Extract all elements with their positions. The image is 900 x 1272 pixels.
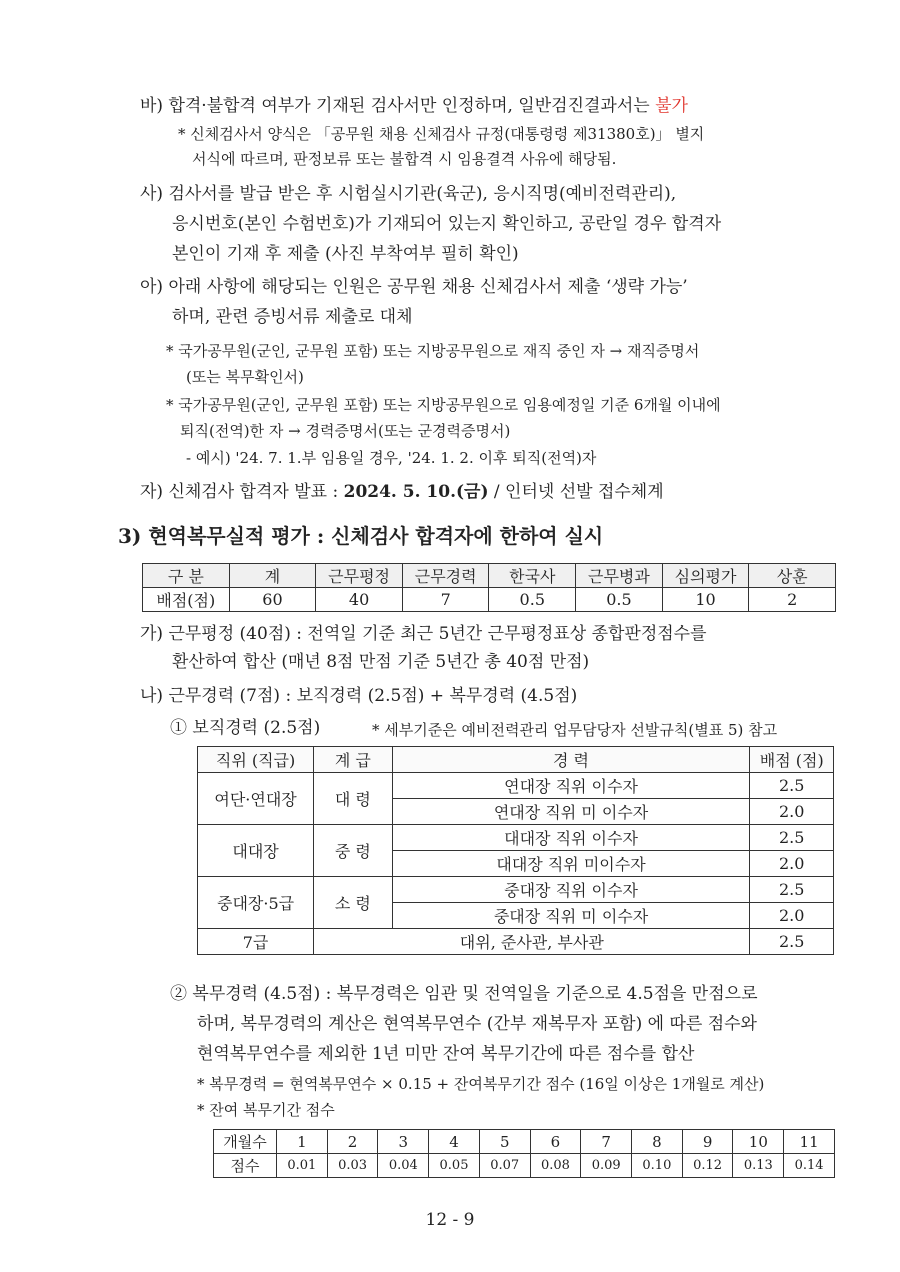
position-cell: 중대장·5급 <box>198 877 314 929</box>
career-table-row <box>198 929 834 955</box>
item-na-sub2-1: ② 복무경력 (4.5점) : 복무경력은 임관 및 전역일을 기준으로 4.5점을 만점으로 <box>170 984 758 1004</box>
career-cell: 대대장 직위 이수자 <box>392 825 750 851</box>
career-header-cell: 계 급 <box>314 747 392 773</box>
points-cell: 2.0 <box>750 903 834 929</box>
month-cell: 3 <box>378 1130 429 1154</box>
month-cell: 5 <box>479 1130 530 1154</box>
points-cell: 2.5 <box>750 877 834 903</box>
points-cell: 2.5 <box>750 773 834 799</box>
month-score-cell: 0.13 <box>733 1154 784 1178</box>
score-header-cell: 상훈 <box>749 564 836 588</box>
career-cell: 대위, 준사관, 부사관 <box>314 929 750 955</box>
section-3-title: 3) 현역복무실적 평가 : 신체검사 합격자에 한하여 실시 <box>118 524 604 548</box>
month-cell: 1 <box>277 1130 328 1154</box>
item-ja <box>140 481 664 503</box>
score-cell: 40 <box>316 588 403 612</box>
month-score-cell: 0.14 <box>784 1154 835 1178</box>
item-ba-note-1: * 신체검사서 양식은 「공무원 채용 신체검사 규정(대통령령 제31380호)」 별지 <box>178 125 705 143</box>
career-header-cell: 직위 (직급) <box>198 747 314 773</box>
month-score-cell: 0.04 <box>378 1154 429 1178</box>
month-score-cell: 0.03 <box>327 1154 378 1178</box>
remaining-months-row <box>214 1130 835 1154</box>
item-na-1: 나) 근무경력 (7점) : 보직경력 (2.5점) + 복무경력 (4.5점) <box>140 686 578 706</box>
item-a-1: 아) 아래 사항에 해당되는 인원은 공무원 채용 신체검사서 제출 ‘생략 가능’ <box>140 277 688 297</box>
score-header-cell: 구 분 <box>143 564 230 588</box>
month-cell: 10 <box>733 1130 784 1154</box>
item-a-2: 하며, 관련 증빙서류 제출로 대체 <box>172 307 413 327</box>
score-cell: 배점(점) <box>143 588 230 612</box>
position-cell: 여단·연대장 <box>198 773 314 825</box>
score-cell: 10 <box>662 588 749 612</box>
scores-label-cell: 점수 <box>214 1154 277 1178</box>
rank-cell: 대 령 <box>314 773 392 825</box>
career-table-row <box>198 773 834 799</box>
remaining-scores-row <box>214 1154 835 1178</box>
career-table <box>197 746 834 955</box>
item-a-bullet2-1: * 국가공무원(군인, 군무원 포함) 또는 지방공무원으로 임용예정일 기준 6개월 이내에 <box>166 396 721 414</box>
score-cell: 7 <box>402 588 489 612</box>
career-table-row <box>198 825 834 851</box>
career-table-row <box>198 877 834 903</box>
item-ba-emphasis: 불가 <box>655 96 688 116</box>
score-cell: 0.5 <box>576 588 663 612</box>
month-cell: 11 <box>784 1130 835 1154</box>
score-header-cell: 근무경력 <box>402 564 489 588</box>
month-cell: 8 <box>632 1130 683 1154</box>
score-header-cell: 한국사 <box>489 564 576 588</box>
position-cell: 7급 <box>198 929 314 955</box>
career-header-cell: 경 력 <box>392 747 750 773</box>
career-table-header <box>198 747 834 773</box>
points-cell: 2.0 <box>750 799 834 825</box>
career-cell: 연대장 직위 이수자 <box>392 773 750 799</box>
item-ga-2: 환산하여 합산 (매년 8점 만점 기준 5년간 총 40점 만점) <box>172 652 590 672</box>
item-sa-2: 응시번호(본인 수험번호)가 기재되어 있는지 확인하고, 공란일 경우 합격자 <box>172 214 722 234</box>
position-cell: 대대장 <box>198 825 314 877</box>
month-score-cell: 0.07 <box>479 1154 530 1178</box>
item-ba <box>140 95 688 117</box>
item-ja-tail: / 인터넷 선발 접수체계 <box>488 482 664 502</box>
item-ja-label: 자) 신체검사 합격자 발표 : <box>140 482 344 502</box>
month-score-cell: 0.10 <box>632 1154 683 1178</box>
career-cell: 중대장 직위 이수자 <box>392 877 750 903</box>
points-cell: 2.0 <box>750 851 834 877</box>
item-na-sub2-note1: * 복무경력 = 현역복무연수 × 0.15 + 잔여복무기간 점수 (16일 이상은 1개월로 계산) <box>197 1075 765 1093</box>
item-ba-text: 바) 합격·불합격 여부가 기재된 검사서만 인정하며, 일반검진결과서는 <box>140 96 656 116</box>
points-cell: 2.5 <box>750 929 834 955</box>
rank-cell: 중 령 <box>314 825 392 877</box>
month-score-cell: 0.08 <box>530 1154 581 1178</box>
month-cell: 7 <box>581 1130 632 1154</box>
score-table-header <box>143 564 836 588</box>
month-score-cell: 0.09 <box>581 1154 632 1178</box>
score-cell: 60 <box>229 588 316 612</box>
career-cell: 연대장 직위 미 이수자 <box>392 799 750 825</box>
announcement-date: 2024. 5. 10.(금) <box>343 482 489 502</box>
item-a-bullet1-1: * 국가공무원(군인, 군무원 포함) 또는 지방공무원으로 재직 중인 자 → 재직증명서 <box>166 342 700 360</box>
rank-cell: 소 령 <box>314 877 392 929</box>
item-ga-1: 가) 근무평정 (40점) : 전역일 기준 최근 5년간 근무평정표상 종합판정점수를 <box>140 624 707 644</box>
item-na-sub2-note2: * 잔여 복무기간 점수 <box>197 1101 335 1119</box>
item-na-sub2-2: 하며, 복무경력의 계산은 현역복무연수 (간부 재복무자 포함) 에 따른 점수와 <box>197 1014 757 1034</box>
item-a-example: - 예시) '24. 7. 1.부 임용일 경우, '24. 1. 2. 이후 퇴직(전역)자 <box>186 449 597 467</box>
score-cell: 0.5 <box>489 588 576 612</box>
remaining-service-table <box>213 1129 835 1178</box>
career-header-cell: 배점 (점) <box>750 747 834 773</box>
month-cell: 2 <box>327 1130 378 1154</box>
item-na-sub1: ① 보직경력 (2.5점) <box>170 718 321 738</box>
career-cell: 중대장 직위 미 이수자 <box>392 903 750 929</box>
item-a-bullet2-2: 퇴직(전역)한 자 → 경력증명서(또는 군경력증명서) <box>180 422 511 440</box>
score-table-row <box>143 588 836 612</box>
score-table <box>142 563 836 612</box>
score-header-cell: 근무병과 <box>576 564 663 588</box>
month-score-cell: 0.05 <box>429 1154 480 1178</box>
month-cell: 9 <box>682 1130 733 1154</box>
month-cell: 4 <box>429 1130 480 1154</box>
months-label-cell: 개월수 <box>214 1130 277 1154</box>
item-na-sub2-3: 현역복무연수를 제외한 1년 미만 잔여 복무기간에 따른 점수를 합산 <box>197 1044 695 1064</box>
item-a-bullet1-2: (또는 복무확인서) <box>186 368 304 386</box>
score-header-cell: 심의평가 <box>662 564 749 588</box>
points-cell: 2.5 <box>750 825 834 851</box>
item-ba-note-2: 서식에 따르며, 판정보류 또는 불합격 시 임용결격 사유에 해당됨. <box>192 150 617 168</box>
career-cell: 대대장 직위 미이수자 <box>392 851 750 877</box>
month-cell: 6 <box>530 1130 581 1154</box>
item-na-sub1-note: * 세부기준은 예비전력관리 업무담당자 선발규칙(별표 5) 참고 <box>372 721 778 739</box>
score-cell: 2 <box>749 588 836 612</box>
score-header-cell: 근무평정 <box>316 564 403 588</box>
item-sa-1: 사) 검사서를 발급 받은 후 시험실시기관(육군), 응시직명(예비전력관리), <box>140 184 677 204</box>
month-score-cell: 0.12 <box>682 1154 733 1178</box>
month-score-cell: 0.01 <box>277 1154 328 1178</box>
item-sa-3: 본인이 기재 후 제출 (사진 부착여부 필히 확인) <box>172 244 519 264</box>
score-header-cell: 계 <box>229 564 316 588</box>
page-number: 12 - 9 <box>425 1210 475 1230</box>
